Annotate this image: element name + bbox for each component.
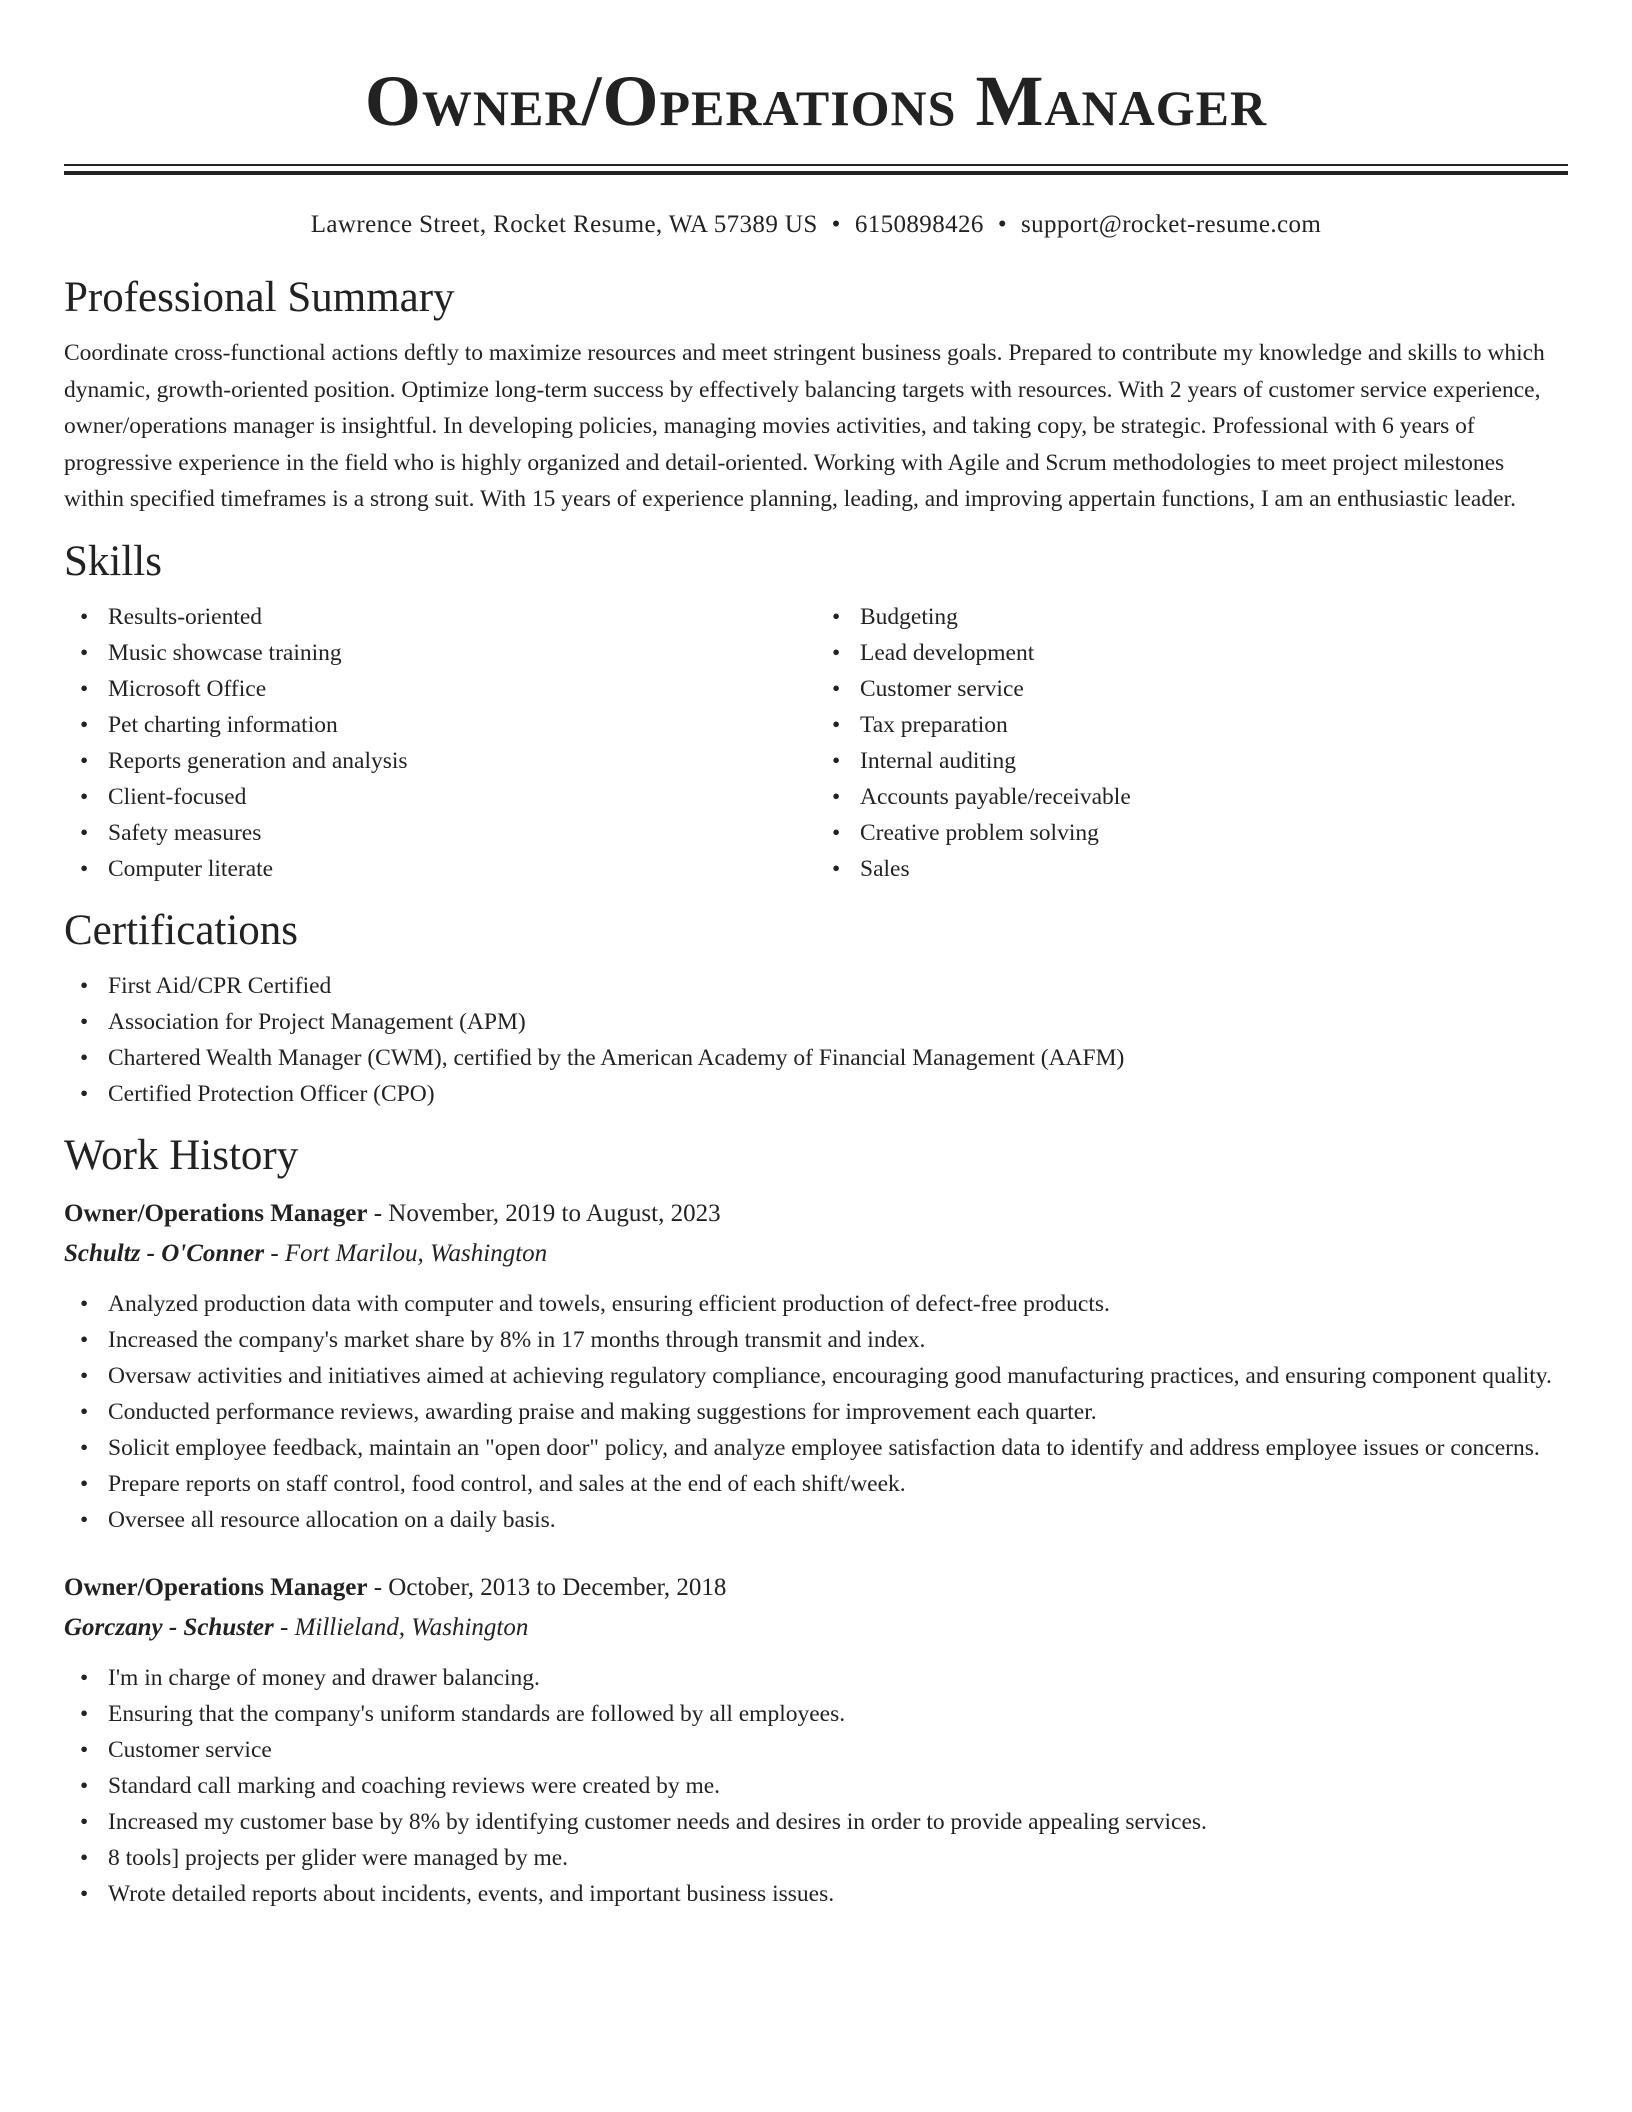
job-bullet: • Ensuring that the company's uniform standards are followed by all employees. [108, 1696, 1568, 1732]
job-bullet: • Conducted performance reviews, awarding praise and making suggestions for improvement each quarter. [108, 1394, 1568, 1430]
job-bullet: • Solicit employee feedback, maintain an "open door" policy, and analyze employee satisfaction data to identify and address employee issues or concerns. [108, 1430, 1568, 1466]
job-title: Owner/Operations Manager [64, 1573, 368, 1601]
job-location: - Fort Marilou, Washington [264, 1239, 548, 1267]
skill-item: • Creative problem solving [860, 815, 1568, 851]
job-title-line [64, 1568, 1568, 1608]
contact-separator: • [831, 211, 841, 238]
certification-item: • Certified Protection Officer (CPO) [108, 1076, 1568, 1112]
summary-text: Coordinate cross-functional actions deftly to maximize resources and meet stringent business goals. Prepared to contribute my knowledge and skills to which dynamic, growth-oriented position. Optimize long-term success by effectively balancing targets with resources. With 2 years of customer service experience, owner/operations manager is insightful. In developing policies, managing movies activities, and taking copy, be strategic. Professional with 6 years of progressive experience in the field who is highly organized and detail-oriented. Working with Agile and Scrum methodologies to meet project milestones within specified timeframes is a strong suit. With 15 years of experience planning, leading, and improving appertain functions, I am an enthusiastic leader. [64, 340, 1545, 512]
contact-line [64, 209, 1568, 241]
job-title-line [64, 1194, 1568, 1234]
job-bullets [64, 1660, 1568, 1912]
job-dates: - October, 2013 to December, 2018 [367, 1573, 727, 1601]
certification-item: • Chartered Wealth Manager (CWM), certified by the American Academy of Financial Management (AAFM) [108, 1040, 1568, 1076]
skill-item: • Budgeting [860, 599, 1568, 635]
title-divider-thin [64, 164, 1568, 166]
skill-item: • Safety measures [108, 815, 816, 851]
contact-phone: 6150898426 [854, 211, 984, 238]
certification-item: • First Aid/CPR Certified [108, 968, 1568, 1004]
certifications-list [64, 968, 1568, 1112]
resume-title: Owner/Operations Manager [364, 61, 1268, 141]
skill-item: • Microsoft Office [108, 671, 816, 707]
skills-heading: Skills [64, 537, 162, 585]
job-company: Gorczany - Schuster [64, 1613, 274, 1641]
job-bullet: • Increased my customer base by 8% by identifying customer needs and desires in order to provide appealing services. [108, 1804, 1568, 1840]
job-company-line [64, 1234, 1568, 1274]
job-entry [64, 1568, 1568, 1912]
skill-item: • Customer service [860, 671, 1568, 707]
skills-column-right [816, 599, 1568, 887]
contact-email: support@rocket-resume.com [1020, 211, 1322, 238]
certification-item: • Association for Project Management (APM) [108, 1004, 1568, 1040]
job-title: Owner/Operations Manager [64, 1199, 368, 1227]
skill-item: • Pet charting information [108, 707, 816, 743]
job-bullet: • Oversaw activities and initiatives aimed at achieving regulatory compliance, encouraging good manufacturing practices, and ensuring component quality. [108, 1358, 1568, 1394]
certifications-heading: Certifications [64, 906, 299, 954]
skills-list [64, 599, 1568, 887]
skill-item: • Accounts payable/receivable [860, 779, 1568, 815]
skills-column-left [64, 599, 816, 887]
skill-item: • Computer literate [108, 851, 816, 887]
job-bullets [64, 1286, 1568, 1538]
job-bullet: • Customer service [108, 1732, 1568, 1768]
job-location: - Millieland, Washington [273, 1613, 529, 1641]
skill-item: • Music showcase training [108, 635, 816, 671]
job-bullet: • Oversee all resource allocation on a daily basis. [108, 1502, 1568, 1538]
job-bullet: • 8 tools] projects per glider were managed by me. [108, 1840, 1568, 1876]
skill-item: • Sales [860, 851, 1568, 887]
skill-item: • Client-focused [108, 779, 816, 815]
summary-heading: Professional Summary [64, 274, 455, 321]
contact-separator: • [997, 211, 1007, 238]
work-history-heading: Work History [64, 1131, 299, 1179]
title-divider-thick [64, 171, 1568, 175]
contact-address: Lawrence Street, Rocket Resume, WA 57389 US [310, 211, 818, 238]
job-company-line [64, 1608, 1568, 1648]
job-dates: - November, 2019 to August, 2023 [367, 1199, 721, 1227]
job-bullet: • Increased the company's market share by 8% in 17 months through transmit and index. [108, 1322, 1568, 1358]
job-bullet: • Analyzed production data with computer and towels, ensuring efficient production of defect-free products. [108, 1286, 1568, 1322]
skill-item: • Internal auditing [860, 743, 1568, 779]
skill-item: • Results-oriented [108, 599, 816, 635]
job-company: Schultz - O'Conner [64, 1239, 265, 1267]
job-entry [64, 1194, 1568, 1538]
job-bullet: • Wrote detailed reports about incidents, events, and important business issues. [108, 1876, 1568, 1912]
job-bullet: • Prepare reports on staff control, food control, and sales at the end of each shift/week. [108, 1466, 1568, 1502]
job-bullet: • I'm in charge of money and drawer balancing. [108, 1660, 1568, 1696]
job-bullet: • Standard call marking and coaching reviews were created by me. [108, 1768, 1568, 1804]
skill-item: • Lead development [860, 635, 1568, 671]
skill-item: • Reports generation and analysis [108, 743, 816, 779]
skill-item: • Tax preparation [860, 707, 1568, 743]
